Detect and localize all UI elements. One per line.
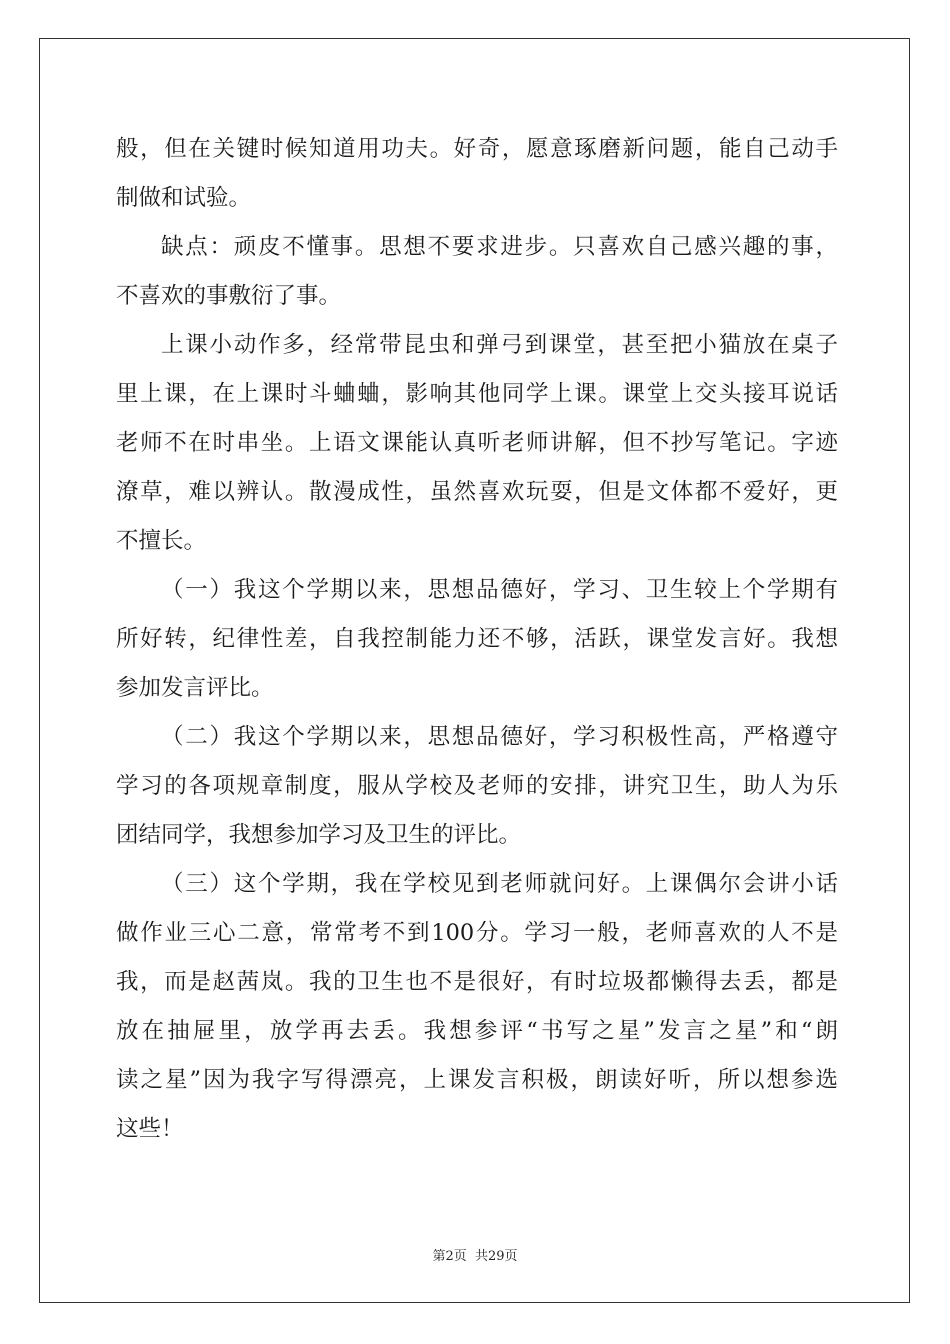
- text-line: 我，而是赵茜岚。我的卫生也不是很好，有时垃圾都懒得去丢，都是: [116, 969, 838, 995]
- text-line: 制做和试验。: [116, 185, 252, 211]
- text-line: 团结同学，我想参加学习及卫生的评比。: [116, 822, 522, 848]
- text-line: 学习的各项规章制度，服从学校及老师的安排，讲究卫生，助人为乐: [116, 773, 838, 799]
- paragraph: [116, 713, 838, 860]
- text-line: 里上课，在上课时斗蛐蛐，影响其他同学上课。课堂上交头接耳说话: [116, 381, 838, 407]
- text-line: 放在抽屉里，放学再去丢。我想参评“书写之星”发言之星”和“朗: [116, 1018, 838, 1044]
- paragraph: [116, 566, 838, 713]
- page-total: 共29页: [474, 1249, 518, 1264]
- paragraph: [116, 125, 838, 223]
- document-body: [116, 125, 838, 1154]
- paragraph: [116, 223, 838, 321]
- text-line: 参加发言评比。: [116, 675, 274, 701]
- text-line: 这些！: [116, 1116, 184, 1142]
- text-line: 做作业三心二意，常常考不到100分。学习一般，老师喜欢的人不是: [116, 920, 838, 946]
- text-line: 缺点：顽皮不懂事。思想不要求进步。只喜欢自己感兴趣的事，: [161, 234, 838, 260]
- text-line: 不擅长。: [116, 528, 207, 554]
- text-line: 老师不在时串坐。上语文课能认真听老师讲解，但不抄写笔记。字迹: [116, 430, 838, 456]
- text-line: 所好转，纪律性差，自我控制能力还不够，活跃，课堂发言好。我想: [116, 626, 838, 652]
- paragraph: [116, 860, 838, 1154]
- text-line: （三）这个学期，我在学校见到老师就问好。上课偶尔会讲小话: [161, 871, 838, 897]
- paragraph: [116, 321, 838, 566]
- text-line: （一）我这个学期以来，思想品德好，学习、卫生较上个学期有: [161, 577, 838, 603]
- text-line: （二）我这个学期以来，思想品德好，学习积极性高，严格遵守: [161, 724, 838, 750]
- text-line: 般，但在关键时候知道用功夫。好奇，愿意琢磨新问题，能自己动手: [116, 136, 838, 162]
- text-line: 读之星”因为我字写得漂亮，上课发言积极，朗读好听，所以想参选: [116, 1067, 838, 1093]
- page-number: 第2页: [432, 1249, 467, 1264]
- page-footer: [0, 1245, 950, 1264]
- text-line: 潦草，难以辨认。散漫成性，虽然喜欢玩耍，但是文体都不爱好，更: [116, 479, 838, 505]
- text-line: 上课小动作多，经常带昆虫和弹弓到课堂，甚至把小猫放在桌子: [161, 332, 838, 358]
- text-line: 不喜欢的事敷衍了事。: [116, 283, 342, 309]
